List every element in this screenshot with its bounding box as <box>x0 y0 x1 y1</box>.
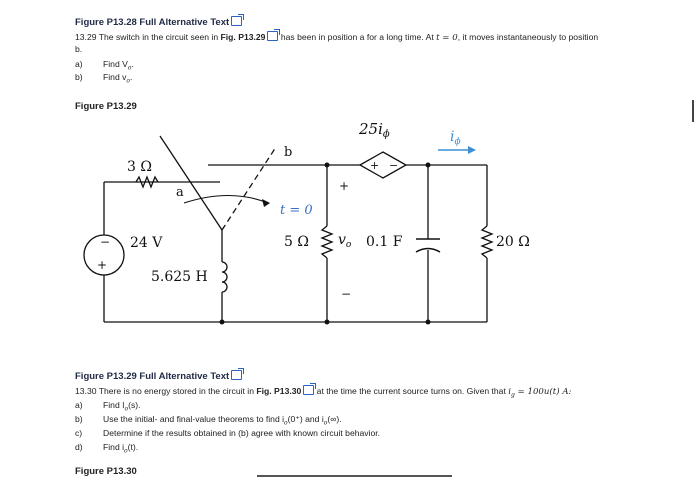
dep-plus: + <box>370 159 380 172</box>
switch-blade <box>160 136 222 230</box>
dependent-voltage-source <box>360 152 406 178</box>
label-20ohm: 20 Ω <box>496 234 530 250</box>
fig-p13-29-link[interactable]: Fig. P13.29 <box>220 32 266 42</box>
switch-arrowhead <box>262 199 270 207</box>
list-item-text: Find $V_o$. <box>103 59 134 72</box>
list-item-text: Determine if the results obtained in (b) agree with known circuit behavior. <box>103 428 381 438</box>
label-vo: $v_o$ <box>338 232 352 250</box>
list-item-text: Use the initial- and final-value theorems to find $i_o(0^+)$ and $i_o(\infty)$. <box>103 414 342 427</box>
node <box>325 163 330 168</box>
vo-minus: − <box>341 287 352 301</box>
external-link-icon[interactable] <box>231 370 242 380</box>
resistor-20ohm <box>482 226 492 258</box>
list-item: a) <box>75 400 83 410</box>
label-5ohm: 5 Ω <box>284 234 309 250</box>
inductor <box>222 262 227 292</box>
label-dep-source: $25i_\phi$ <box>359 120 390 140</box>
fig-p13-30-link[interactable]: Fig. P13.30 <box>256 386 302 396</box>
figure-p13-28-title[interactable]: Figure P13.28 Full Alternative Text <box>75 16 242 28</box>
label-iphi: $i_\phi$ <box>450 129 461 147</box>
text-cursor <box>692 100 694 122</box>
list-item: c) <box>75 428 83 438</box>
vo-plus: + <box>339 179 350 193</box>
figure-p13-29-heading: Figure P13.29 <box>75 101 137 112</box>
node <box>426 320 431 325</box>
switch-arc <box>184 196 268 204</box>
list-item: a) <box>75 59 83 69</box>
problem-13-30-text: 13.30 There is no energy stored in the circuit in Fig. P13.30 at the time the current source turns on. Given that $i_g = 100u(t)$ A: <box>75 386 572 399</box>
resistor-5ohm <box>322 226 332 258</box>
label-inductance: 5.625 H <box>151 269 208 285</box>
source-minus: − <box>100 235 111 249</box>
figure-p13-29-title[interactable]: Figure P13.29 Full Alternative Text <box>75 370 242 382</box>
horizontal-scrollbar[interactable] <box>257 475 452 477</box>
list-item: b) <box>75 72 83 82</box>
label-a: a <box>176 185 184 200</box>
label-cap: 0.1 F <box>366 234 403 250</box>
current-arrowhead <box>468 146 476 154</box>
switch-blade-b <box>222 147 276 230</box>
dep-minus: − <box>389 159 399 172</box>
node <box>426 163 431 168</box>
label-b: b <box>284 145 293 160</box>
label-24v: 24 V <box>130 235 163 251</box>
label-3ohm: 3 Ω <box>127 159 152 175</box>
list-item-text: Find $i_o(t)$. <box>103 442 139 455</box>
list-item-text: Find $I_o(s)$. <box>103 400 141 413</box>
list-item-text: Find $v_o$. <box>103 72 133 85</box>
problem-13-29-cont: b. <box>75 44 83 54</box>
list-item: b) <box>75 414 83 424</box>
label-t0: t = 0 <box>280 203 313 218</box>
node <box>325 320 330 325</box>
problem-13-29-text: 13.29 The switch in the circuit seen in Fig. P13.29 has been in position a for a long time. At t = 0, it moves instantaneously to position <box>75 32 599 43</box>
node <box>220 320 225 325</box>
source-plus: + <box>97 258 108 272</box>
list-item: d) <box>75 442 83 452</box>
figure-p13-30-heading: Figure P13.30 <box>75 466 137 477</box>
external-link-icon[interactable] <box>303 385 314 395</box>
